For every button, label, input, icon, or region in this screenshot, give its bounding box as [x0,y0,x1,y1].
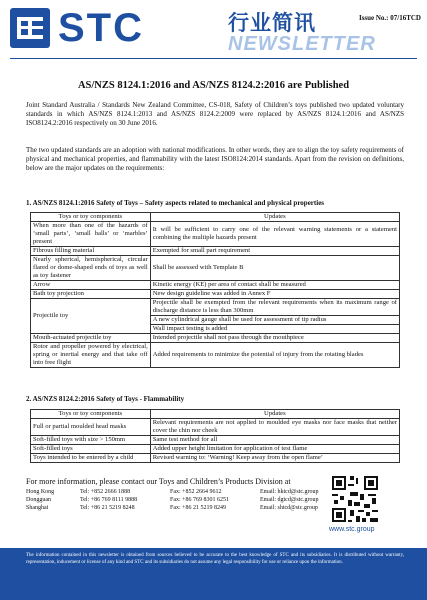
component-cell: Projectile toy [31,299,151,334]
table-row [31,299,400,316]
office-city: Shanghai [26,505,49,511]
contact-heading: For more information, please contact our Toys and Children’s Products Division at [26,477,291,486]
qr-code-icon [330,474,380,524]
office-city: Hong Kong [26,489,55,495]
updates-cell: Intended projectile shall not pass through the mouthpiece [150,334,399,343]
updates-cell: Kinetic energy (KE) per area of contact shall be measured [150,281,399,290]
office-phone: Tel: +852 2666 1888 [80,489,131,495]
component-cell: Arrow [31,281,151,290]
table-row [31,222,400,247]
updates-cell: Same test method for all [150,436,399,445]
office-fax: Fax: +86 21 5219 8249 [170,505,227,511]
intro-paragraph: Joint Standard Australia / Standards New Zealand Committee, CS-018, Safety of Children’s toys published two updated voluntary standards in which AS/NZS 8124.1:2013 and AS/NZS 8124.2:2009 were replaced by AS/NZS 8124.1:2016 and AS/NZS ISO8124.2:2016 respectively on 30 June 2016. [26,101,404,127]
section-2-table [30,409,400,463]
component-cell: Soft-filled toys with size > 150mm [31,436,151,445]
section-1-title: 1. AS/NZS 8124.1:2016 Safety of Toys – Safety aspects related to mechanical and physical properties [26,199,325,207]
table-row [31,454,400,463]
updates-cell: Added upper height limitation for application of test flame [150,445,399,454]
updates-cell: New design guideline was added in Annex F [150,290,399,299]
updates-cell: Added requirements to minimize the potential of injury from the rotating blades [150,343,399,368]
newsletter-label: NEWSLETTER [228,33,376,55]
logo-text: STC [58,6,144,50]
component-cell: Toys intended to be entered by a child [31,454,151,463]
office-phone: Tel: +86 21 5219 8248 [80,505,135,511]
updates-cell: Wall impact testing is added [150,325,399,334]
column-header: Toys or toy components [31,410,151,419]
office-fax: Fax: +86 769 8301 6251 [170,497,230,503]
table-row [31,436,400,445]
section-2-title: 2. AS/NZS 8124.2:2016 Safety of Toys - Flammability [26,395,185,403]
component-cell: Soft-filled toys [31,445,151,454]
stc-logo-icon [10,8,50,48]
contact-list [26,488,319,512]
issue-number: Issue No.: 07/16TCD [358,14,421,22]
table-row [31,281,400,290]
contact-row [26,496,319,504]
section-1-table [30,212,400,368]
table-row [31,334,400,343]
updates-cell: Relevant requirements are not applied to moulded eye masks nor face masks that neither cover the chin nor cheek [150,419,399,436]
component-cell: Rotor and propeller powered by electrical, spring or inertial energy and that take off into free flight [31,343,151,368]
contact-row [26,504,319,512]
table-row [31,256,400,281]
updates-cell: It will be sufficient to carry one of the relevant warning statements or a statement combining the multiple hazards present [150,222,399,247]
updates-cell: Shall be assessed with Template B [150,256,399,281]
component-cell: Nearly spherical, hemispherical, circular flared or dome-shaped ends of toys as well as toy fastener [31,256,151,281]
column-header: Updates [150,213,399,222]
table-row [31,290,400,299]
contact-row [26,488,319,496]
component-cell: Full or partial moulded head masks [31,419,151,436]
office-email[interactable]: Email: hktcd@stc.group [260,489,319,495]
updates-cell: Exempted for small part requirement [150,247,399,256]
office-city: Dongguan [26,497,51,503]
office-email[interactable]: Email: shtcd@stc.group [260,505,318,511]
header [0,0,427,58]
component-cell: When more than one of the hazards of ‘small parts’, ‘small balls’ or ‘marbles’ present [31,222,151,247]
updates-cell: Revised warning to: ‘Warning! Keep away from the open flame’ [150,454,399,463]
footer-band [0,548,427,600]
updates-cell: A new cylindrical gauge shall be used for assessment of tip radius [150,316,399,325]
table-row [31,419,400,436]
component-cell: Fibrous filling material [31,247,151,256]
header-divider [10,58,417,59]
table-row [31,445,400,454]
disclaimer-text: The information contained in this newsletter is obtained from sources believed to be accurate to the best knowledge of STC and its subsidiaries. It is distributed without warranty, representation, inducement or license of any kind and STC and its subsidiaries do not assume any legal responsibility for use or reliance upon the information. [26,553,404,565]
page-title: AS/NZS 8124.1:2016 and AS/NZS 8124.2:2016 are Published [77,80,350,91]
table-row [31,343,400,368]
column-header: Updates [150,410,399,419]
chinese-title: 行业简讯 [228,11,316,35]
table-row [31,247,400,256]
column-header: Toys or toy components [31,213,151,222]
office-fax: Fax: +852 2664 9612 [170,489,222,495]
table-header-row [31,213,400,222]
office-email[interactable]: Email: dgtcd@stc.group [260,497,319,503]
office-phone: Tel: +86 769 8111 9888 [80,497,138,503]
updates-cell: Projectile shall be exempted from the relevant requirements when its maximum range of discharge distance is less than 300mm [150,299,399,316]
website-link[interactable]: www.stc.group [329,526,375,533]
component-cell: Bath toy projection [31,290,151,299]
summary-paragraph: The two updated standards are an adoption with national modifications. In other words, they are to align the toy safety requirements of physical and mechanical properties, and flammability with the latest ISO8124:2014 standards. Apart from the revision on definitions, below are the major updates on the requirements: [26,146,404,172]
table-header-row [31,410,400,419]
component-cell: Mouth-actuated projectile toy [31,334,151,343]
